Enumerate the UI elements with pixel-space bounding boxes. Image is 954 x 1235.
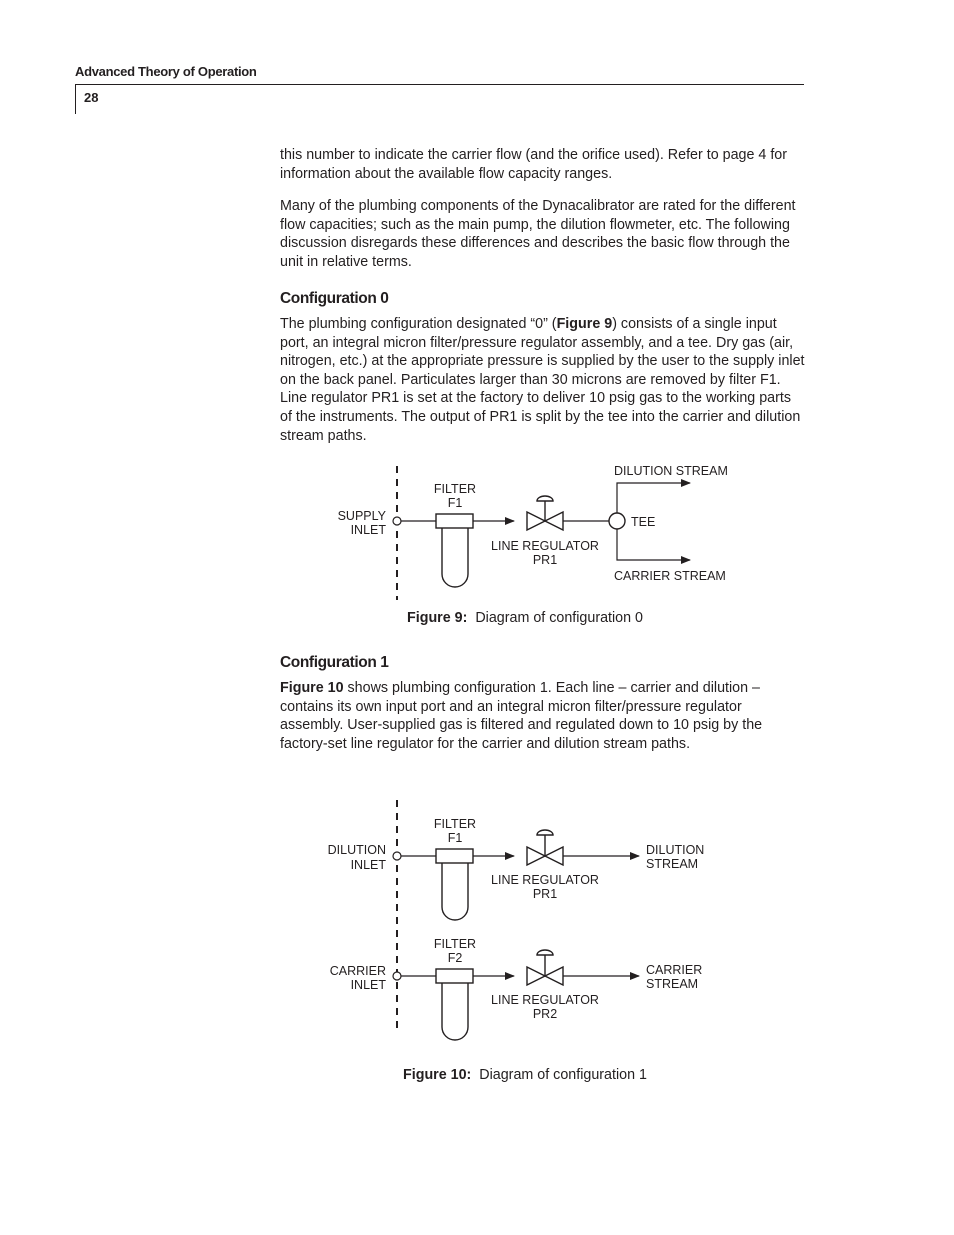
config1-paragraph	[280, 679, 805, 753]
regulator1-label-2: PR1	[532, 887, 558, 901]
line-regulator-pr1-icon	[527, 830, 563, 865]
config0-text-b: ) consists of a single input port, an integral micron filter/pressure regulator assembly, and a tee. Dry gas (air, nitrogen, etc.) at the appropriate pressure is supplied by the user to the supply inlet on the back panel. Particulates larger than 30 microns are removed by filter F1. Line regulator PR1 is set at the factory to deliver 10 psig gas to the working parts of the instruments. The output of PR1 is split by the tee into the carrier and dilution stream paths.	[280, 316, 805, 444]
dilution-stream-label: DILUTION STREAM	[614, 464, 728, 478]
filter-f1-icon	[436, 849, 473, 920]
filter-f1-icon	[436, 514, 473, 587]
config0-paragraph	[280, 315, 805, 445]
page-number: 28	[84, 90, 99, 105]
carrier-inlet-label-1: CARRIER	[329, 964, 386, 978]
figure10-caption-label: Figure 10:	[403, 1067, 472, 1083]
carrier-stream-label: CARRIER STREAM	[614, 569, 726, 583]
tee-icon	[609, 513, 625, 529]
regulator-label-2: PR1	[532, 553, 558, 567]
header-rule	[75, 84, 804, 85]
config1-heading: Configuration 1	[280, 654, 389, 671]
dilution-stream-label-1: DILUTION	[646, 843, 705, 857]
dilution-stream-label-2: STREAM	[646, 857, 699, 871]
filter2-label-1: FILTER	[433, 937, 477, 951]
tee-label: TEE	[631, 515, 656, 529]
header-vertical-rule	[75, 84, 76, 114]
figure9-reference: Figure 9	[556, 316, 613, 332]
regulator1-label-1: LINE REGULATOR	[491, 873, 599, 887]
config0-heading: Configuration 0	[280, 290, 389, 307]
dilution-inlet-label-1: DILUTION	[327, 843, 386, 857]
regulator2-label-1: LINE REGULATOR	[491, 993, 599, 1007]
line-regulator-pr2-icon	[527, 950, 563, 985]
config1-text: shows plumbing configuration 1. Each line – carrier and dilution – contains its own input port and an integral micron filter/pressure regulator assembly. User-supplied gas is filtered and regulated down to 10 psig by the factory-set line regulator for the carrier and dilution stream paths.	[280, 680, 763, 752]
figure9-diagram	[0, 460, 954, 610]
filter1-label-2: F1	[447, 831, 463, 845]
filter2-label-2: F2	[447, 951, 463, 965]
figure9-caption-label: Figure 9:	[407, 610, 468, 626]
regulator2-label-2: PR2	[532, 1007, 558, 1021]
figure10-reference: Figure 10	[280, 680, 344, 696]
line-regulator-pr1-icon	[527, 496, 563, 530]
figure10-caption	[403, 1067, 647, 1083]
body-paragraph-2: Many of the plumbing components of the Dynacalibrator are rated for the different flow capacities; such as the main pump, the dilution flowmeter, etc. The following discussion disregards these differences and describes the basic flow through the unit in relative terms.	[280, 198, 796, 270]
carrier-inlet-port-icon	[393, 972, 401, 980]
config0-text-a: The plumbing configuration designated “0” (	[280, 316, 557, 332]
dilution-inlet-port-icon	[393, 852, 401, 860]
carrier-stream-label-1: CARRIER	[646, 963, 703, 977]
carrier-stream-label-2: STREAM	[646, 977, 699, 991]
figure9-caption	[407, 610, 643, 626]
figure10-caption-text: Diagram of configuration 1	[479, 1067, 647, 1083]
filter-label-2: F1	[447, 496, 463, 510]
carrier-inlet-label-2: INLET	[350, 978, 386, 992]
supply-inlet-label-2: INLET	[350, 523, 386, 537]
filter-f2-icon	[436, 969, 473, 1040]
running-header-title: Advanced Theory of Operation	[75, 64, 257, 79]
body-paragraph-1: this number to indicate the carrier flow (and the orifice used). Refer to page 4 for information about the available flow capacity ranges.	[280, 147, 788, 182]
figure9-caption-text: Diagram of configuration 0	[475, 610, 644, 626]
supply-inlet-port-icon	[393, 517, 401, 525]
figure10-diagram	[0, 795, 954, 1040]
regulator-label-1: LINE REGULATOR	[491, 539, 599, 553]
supply-inlet-label-1: SUPPLY	[337, 509, 386, 523]
dilution-inlet-label-2: INLET	[350, 858, 386, 872]
filter-label-1: FILTER	[433, 482, 477, 496]
filter1-label-1: FILTER	[433, 817, 477, 831]
